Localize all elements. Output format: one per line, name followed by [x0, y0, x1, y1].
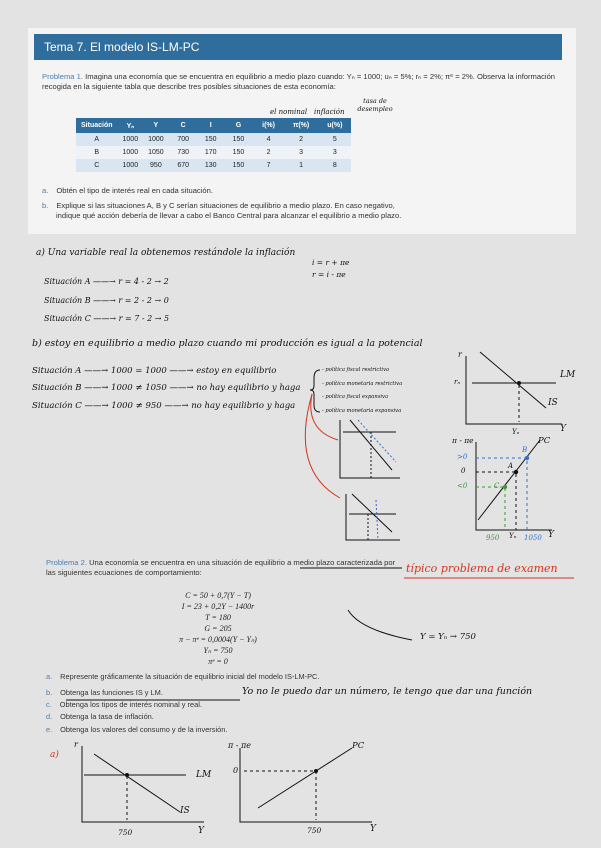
g2-b-label: B — [522, 446, 528, 454]
policy-1: - política fiscal restrictiva — [322, 367, 390, 373]
table-cell: 150 — [198, 133, 224, 146]
note-sit-b: Situación B ——→ r = 2 - 2 → 0 — [44, 296, 169, 305]
table-cell: 130 — [198, 159, 224, 172]
equilibrium-point — [125, 773, 129, 777]
g3-750-label: 750 — [118, 828, 133, 837]
table-cell: 670 — [169, 159, 198, 172]
table-cell: 1000 — [118, 133, 144, 146]
problem1-text: Imagina una economía que se encuentra en equilibrio a medio plazo cuando: Yₙ = 1000; uₙ = 5%; rₙ = 2%; πᵉ = 2%. Observa la información recogida en la siguiente tabla que describe tres posibles situaciones de esta economía: — [42, 72, 556, 91]
g4-pi-label: π - πe — [228, 741, 252, 750]
g2-lt0-label: <0 — [457, 482, 468, 490]
g1-rn-label: rₙ — [454, 378, 461, 386]
col-header: I — [198, 118, 224, 133]
table-cell: 950 — [143, 159, 169, 172]
note-b-sit-a: Situación A ——→ 1000 = 1000 ——→ estoy en equilibrio — [32, 366, 277, 376]
g1-is-label: IS — [548, 398, 558, 408]
equation-6: Yₙ = 750 — [203, 646, 233, 655]
g2-950-label: 950 — [486, 534, 500, 542]
col-header: i(%) — [253, 118, 284, 133]
table-cell: 2 — [284, 133, 318, 146]
g1-r-label: r — [458, 350, 462, 359]
g1-y-label: Y — [560, 424, 566, 434]
note-sit-a: Situación A ——→ r = 4 - 2 → 2 — [44, 277, 169, 286]
g4-750-label: 750 — [307, 826, 322, 835]
question-text: Obtén el tipo de interés real en cada situación. — [56, 186, 213, 195]
note-b-sit-c: Situación C ——→ 1000 ≠ 950 ——→ no hay equilibrio y haga — [32, 401, 296, 411]
annotation-nominal: el nominal — [270, 108, 308, 116]
g2-pc-label: PC — [538, 436, 551, 446]
policy-2: - política monetaria restrictiva — [322, 381, 403, 387]
table-cell: 1000 — [118, 146, 144, 159]
equation-5: π − πᵉ = 0,0004(Y − Yₙ) — [179, 635, 257, 644]
g2-1050-label: 1050 — [524, 534, 542, 542]
policy-3: - política fiscal expansiva — [322, 394, 389, 400]
col-header: G — [224, 118, 253, 133]
table-cell: 150 — [224, 133, 253, 146]
table-cell: 5 — [318, 133, 351, 146]
question-letter: b. — [42, 201, 49, 210]
table-cell: 7 — [253, 159, 284, 172]
item-text: Obtenga los tipos de interés nominal y real. — [59, 700, 202, 709]
question-text: Explique si las situaciones A, B y C serían situaciones de equilibrio a medio plazo. En caso negativo, indique qué acción debería de llevar a cabo el Banco Central para alcanzar el equilibrio a medio plazo. — [56, 201, 402, 220]
table-cell: C — [76, 159, 118, 172]
g3-a-label: a) — [50, 750, 59, 760]
table-cell: 1 — [284, 159, 318, 172]
point-c — [503, 485, 507, 489]
note-b-sit-b: Situación B ——→ 1000 ≠ 1050 ——→ no hay equilibrio y haga — [32, 383, 301, 393]
g4-y-label: Y — [370, 824, 376, 834]
g3-is-label: IS — [180, 806, 190, 816]
point-b — [525, 456, 529, 460]
table-cell: 3 — [318, 146, 351, 159]
item-letter: b. — [46, 688, 53, 697]
col-header: u(%) — [318, 118, 351, 133]
g3-r-label: r — [74, 740, 78, 749]
equation-4: G = 205 — [204, 624, 232, 633]
equation-3: T = 180 — [205, 613, 231, 622]
g3-lm-label: LM — [196, 770, 212, 780]
g1-lm-label: LM — [560, 370, 576, 380]
table-cell: 170 — [198, 146, 224, 159]
item-text: Obtenga las funciones IS y LM. — [60, 688, 163, 697]
g4-pc-label: PC — [352, 741, 365, 751]
problem2-item-b — [46, 688, 163, 697]
annotation-inflacion: inflación — [314, 108, 345, 116]
g2-a-label: A — [508, 462, 514, 470]
table-cell: 150 — [224, 146, 253, 159]
g2-y-label: Y — [548, 530, 554, 540]
y-equals-yn-note: Y = Yₙ → 750 — [420, 632, 476, 642]
col-header: Situación — [76, 118, 118, 133]
table-cell: 150 — [224, 159, 253, 172]
g1-yn-label: Yₙ — [512, 428, 520, 436]
item-text: Represente gráficamente la situación de equilibrio inicial del modelo IS-LM-PC. — [60, 672, 320, 681]
equation-2: I = 23 + 0,2Y − 1400r — [181, 602, 255, 611]
item-text: Obtenga los valores del consumo y de la inversión. — [60, 725, 228, 734]
col-header: Yₙ — [118, 118, 144, 133]
table-cell: 1050 — [143, 146, 169, 159]
table-cell: A — [76, 133, 118, 146]
item-letter: d. — [46, 712, 53, 721]
g2-yn-label: Yₙ — [509, 532, 517, 540]
g2-pi-label: π - πe — [452, 436, 474, 445]
note-a-title: a) Una variable real la obtenemos restándole la inflación — [36, 248, 296, 258]
problem2-statement — [46, 558, 406, 578]
question-letter: a. — [42, 186, 49, 195]
g2-zero-label: 0 — [461, 467, 466, 475]
col-header: π(%) — [284, 118, 318, 133]
item-letter: a. — [46, 672, 53, 681]
problem2-text: Una economía se encuentra en una situación de equilibrio a medio plazo caracterizada por las siguientes ecuaciones de comportamiento: — [46, 558, 396, 577]
annotation-tasa: tasa de desempleo — [357, 97, 393, 113]
table-cell: 700 — [169, 133, 198, 146]
problem2-item-c — [46, 700, 202, 709]
note-formula-1: i = r + πe — [312, 258, 350, 267]
table-cell: 3 — [284, 146, 318, 159]
g3-y-label: Y — [198, 826, 204, 836]
table-cell: B — [76, 146, 118, 159]
table-cell: 2 — [253, 146, 284, 159]
table-cell: 8 — [318, 159, 351, 172]
problem1-label: Problema 1. — [42, 72, 83, 81]
exam-note: típico problema de examen — [406, 562, 558, 575]
col-header: C — [169, 118, 198, 133]
item-text: Obtenga la tasa de inflación. — [60, 712, 154, 721]
equilibrium-point — [314, 769, 318, 773]
col-header: Y — [143, 118, 169, 133]
b-function-note: Yo no le puedo dar un número, le tengo que dar una función — [242, 686, 533, 697]
chapter-title: Tema 7. El modelo IS-LM-PC — [34, 34, 562, 60]
note-formula-2: r = i - πe — [312, 270, 346, 279]
equation-7: πᵉ = 0 — [208, 657, 228, 666]
g2-c-label: C — [494, 482, 500, 490]
g4-zero-label: 0 — [233, 766, 239, 775]
problem2-label: Problema 2. — [46, 558, 87, 567]
note-b-title: b) estoy en equilibrio a medio plazo cuando mi producción es igual a la potencial — [32, 338, 423, 349]
problem2-item-a — [46, 672, 319, 681]
table-cell: 1000 — [143, 133, 169, 146]
item-letter: e. — [46, 725, 53, 734]
point-a — [514, 470, 518, 474]
note-sit-c: Situación C ——→ r = 7 - 2 → 5 — [44, 314, 170, 323]
equation-1: C = 50 + 0,7(Y − T) — [185, 591, 251, 600]
table-cell: 1000 — [118, 159, 144, 172]
item-letter: c. — [46, 700, 52, 709]
problem2-item-d — [46, 712, 154, 721]
table-cell: 730 — [169, 146, 198, 159]
table-cell: 4 — [253, 133, 284, 146]
problem2-item-e — [46, 725, 227, 734]
g2-gt0-label: >0 — [457, 453, 468, 461]
policy-4: - política monetaria expansiva — [322, 408, 402, 414]
equilibrium-point — [517, 381, 521, 385]
